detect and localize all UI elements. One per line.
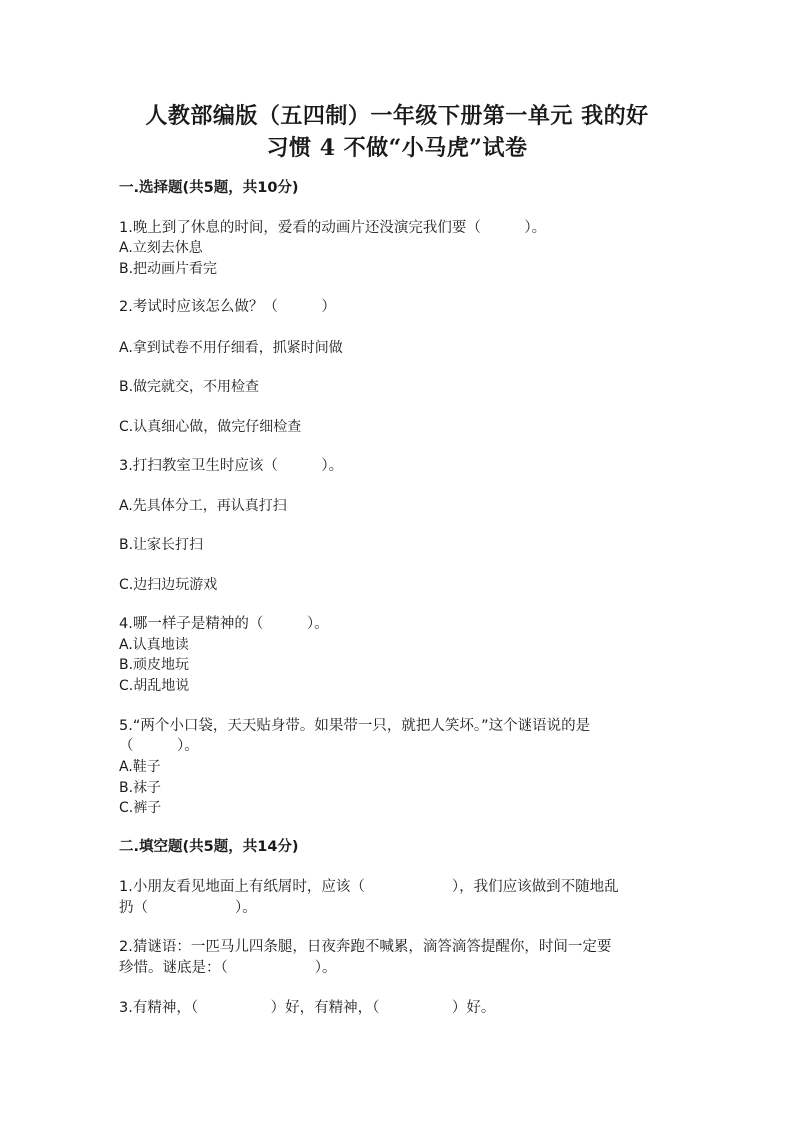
question-option: C.胡乱地说	[119, 678, 190, 694]
question-stem-continued: 珍惜。谜底是：（ ）。	[119, 960, 337, 976]
question-stem: 2.考试时应该怎么做？（ ）	[119, 299, 336, 315]
question-option: B.袜子	[119, 780, 162, 796]
question-stem-continued: 扔（ ）。	[119, 900, 257, 916]
question-option: B.让家长打扫	[119, 537, 204, 553]
question-option: A.先具体分工，再认真打扫	[119, 498, 287, 514]
question-option: A.认真地读	[119, 637, 189, 653]
question-stem: 1.小朋友看见地面上有纸屑时，应该（ ），我们应该做到不随地乱	[119, 879, 619, 895]
question-option: A.立刻去休息	[119, 240, 203, 256]
question-option: C.裤子	[119, 800, 162, 816]
question-option: B.做完就交，不用检查	[119, 379, 260, 395]
question-stem: 4.哪一样子是精神的（ ）。	[119, 616, 329, 632]
section-heading-fill: 二.填空题(共5题，共14分)	[119, 839, 299, 855]
question-option: B.把动画片看完	[119, 261, 218, 277]
question-stem: 3.有精神，（ ）好，有精神，（ ）好。	[119, 1000, 496, 1016]
page-title-line-2: 习惯 4 不做“小马虎”试卷	[266, 135, 528, 161]
question-stem: 1.晚上到了休息的时间，爱看的动画片还没演完我们要（ ）。	[119, 220, 547, 236]
question-option: A.鞋子	[119, 759, 161, 775]
question-option: A.拿到试卷不用仔细看，抓紧时间做	[119, 340, 343, 356]
page-title-line-1: 人教部编版（五四制）一年级下册第一单元 我的好	[145, 103, 649, 129]
question-stem: 3.打扫教室卫生时应该（ ）。	[119, 458, 344, 474]
question-stem-continued: （ ）。	[119, 738, 199, 754]
question-stem: 5.“两个小口袋，天天贴身带。如果带一只，就把人笑坏。”这个谜语说的是	[119, 718, 591, 734]
question-stem: 2.猜谜语：一匹马儿四条腿，日夜奔跑不喊累，滴答滴答提醒你，时间一定要	[119, 939, 612, 955]
question-option: C.认真细心做，做完仔细检查	[119, 419, 302, 435]
question-option: B.顽皮地玩	[119, 657, 190, 673]
question-option: C.边扫边玩游戏	[119, 577, 218, 593]
section-heading-choice: 一.选择题(共5题，共10分)	[119, 180, 299, 196]
